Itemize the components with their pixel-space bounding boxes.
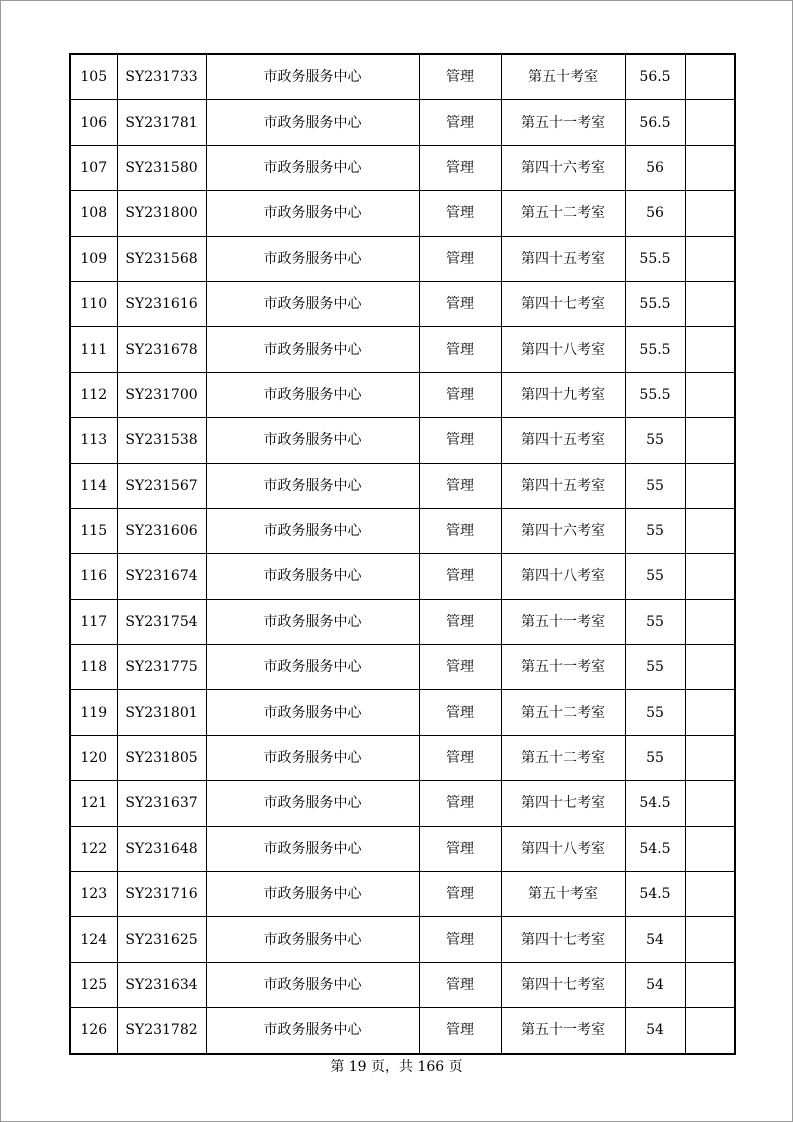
score-cell: 56.5 [625,54,685,100]
position-type-cell: 管理 [419,781,501,826]
results-table [69,53,736,1055]
candidate-id-cell: SY231616 [117,281,206,326]
unit-name-cell: 市政务服务中心 [206,645,419,690]
serial-number-cell: 125 [70,962,117,1007]
unit-name-cell: 市政务服务中心 [206,281,419,326]
remark-cell [685,327,735,372]
table-row [70,463,735,508]
position-type-cell: 管理 [419,281,501,326]
score-cell: 55 [625,599,685,644]
remark-cell [685,236,735,281]
exam-room-cell: 第四十六考室 [501,145,625,190]
score-cell: 54.5 [625,872,685,917]
table-row [70,599,735,644]
remark-cell [685,645,735,690]
score-cell: 56 [625,145,685,190]
serial-number-cell: 126 [70,1008,117,1054]
unit-name-cell: 市政务服务中心 [206,962,419,1007]
exam-room-cell: 第五十二考室 [501,735,625,780]
score-cell: 54.5 [625,826,685,871]
unit-name-cell: 市政务服务中心 [206,145,419,190]
position-type-cell: 管理 [419,145,501,190]
serial-number-cell: 114 [70,463,117,508]
unit-name-cell: 市政务服务中心 [206,191,419,236]
table-row [70,872,735,917]
serial-number-cell: 118 [70,645,117,690]
unit-name-cell: 市政务服务中心 [206,1008,419,1054]
unit-name-cell: 市政务服务中心 [206,100,419,145]
unit-name-cell: 市政务服务中心 [206,463,419,508]
remark-cell [685,690,735,735]
table-row [70,327,735,372]
remark-cell [685,463,735,508]
unit-name-cell: 市政务服务中心 [206,826,419,871]
serial-number-cell: 108 [70,191,117,236]
score-cell: 55.5 [625,327,685,372]
score-cell: 55.5 [625,372,685,417]
position-type-cell: 管理 [419,191,501,236]
exam-room-cell: 第四十六考室 [501,508,625,553]
position-type-cell: 管理 [419,54,501,100]
remark-cell [685,145,735,190]
results-table-body [70,54,735,1054]
unit-name-cell: 市政务服务中心 [206,508,419,553]
serial-number-cell: 121 [70,781,117,826]
unit-name-cell: 市政务服务中心 [206,418,419,463]
exam-room-cell: 第五十一考室 [501,1008,625,1054]
serial-number-cell: 115 [70,508,117,553]
candidate-id-cell: SY231700 [117,372,206,417]
score-cell: 54 [625,1008,685,1054]
page-footer: 第 19 页，共 166 页 [330,1059,463,1075]
position-type-cell: 管理 [419,554,501,599]
exam-room-cell: 第五十考室 [501,54,625,100]
candidate-id-cell: SY231674 [117,554,206,599]
position-type-cell: 管理 [419,508,501,553]
candidate-id-cell: SY231801 [117,690,206,735]
remark-cell [685,54,735,100]
score-cell: 54 [625,962,685,1007]
remark-cell [685,554,735,599]
exam-room-cell: 第四十八考室 [501,826,625,871]
candidate-id-cell: SY231805 [117,735,206,780]
exam-room-cell: 第四十九考室 [501,372,625,417]
unit-name-cell: 市政务服务中心 [206,54,419,100]
remark-cell [685,372,735,417]
score-cell: 54 [625,917,685,962]
candidate-id-cell: SY231648 [117,826,206,871]
serial-number-cell: 109 [70,236,117,281]
exam-room-cell: 第五十一考室 [501,599,625,644]
serial-number-cell: 124 [70,917,117,962]
position-type-cell: 管理 [419,962,501,1007]
score-cell: 55 [625,690,685,735]
table-row [70,917,735,962]
unit-name-cell: 市政务服务中心 [206,735,419,780]
table-row [70,645,735,690]
position-type-cell: 管理 [419,236,501,281]
table-row [70,191,735,236]
position-type-cell: 管理 [419,1008,501,1054]
serial-number-cell: 119 [70,690,117,735]
candidate-id-cell: SY231775 [117,645,206,690]
serial-number-cell: 112 [70,372,117,417]
exam-room-cell: 第四十八考室 [501,554,625,599]
exam-room-cell: 第五十二考室 [501,191,625,236]
unit-name-cell: 市政务服务中心 [206,690,419,735]
unit-name-cell: 市政务服务中心 [206,872,419,917]
remark-cell [685,872,735,917]
table-row [70,735,735,780]
table-row [70,781,735,826]
table-row [70,826,735,871]
score-cell: 54.5 [625,781,685,826]
candidate-id-cell: SY231568 [117,236,206,281]
unit-name-cell: 市政务服务中心 [206,599,419,644]
candidate-id-cell: SY231800 [117,191,206,236]
candidate-id-cell: SY231538 [117,418,206,463]
position-type-cell: 管理 [419,418,501,463]
position-type-cell: 管理 [419,826,501,871]
score-cell: 56.5 [625,100,685,145]
position-type-cell: 管理 [419,463,501,508]
table-row [70,54,735,100]
serial-number-cell: 111 [70,327,117,372]
exam-room-cell: 第五十一考室 [501,100,625,145]
position-type-cell: 管理 [419,735,501,780]
candidate-id-cell: SY231781 [117,100,206,145]
position-type-cell: 管理 [419,690,501,735]
candidate-id-cell: SY231580 [117,145,206,190]
remark-cell [685,191,735,236]
table-row [70,508,735,553]
unit-name-cell: 市政务服务中心 [206,372,419,417]
table-row [70,1008,735,1054]
unit-name-cell: 市政务服务中心 [206,781,419,826]
serial-number-cell: 106 [70,100,117,145]
candidate-id-cell: SY231606 [117,508,206,553]
score-cell: 55 [625,508,685,553]
exam-room-cell: 第四十五考室 [501,418,625,463]
score-cell: 55.5 [625,236,685,281]
serial-number-cell: 123 [70,872,117,917]
serial-number-cell: 110 [70,281,117,326]
table-row [70,418,735,463]
serial-number-cell: 105 [70,54,117,100]
remark-cell [685,917,735,962]
table-row [70,372,735,417]
score-cell: 56 [625,191,685,236]
remark-cell [685,1008,735,1054]
remark-cell [685,735,735,780]
table-row [70,554,735,599]
candidate-id-cell: SY231716 [117,872,206,917]
exam-room-cell: 第四十八考室 [501,327,625,372]
exam-room-cell: 第四十五考室 [501,236,625,281]
score-cell: 55 [625,418,685,463]
table-row [70,145,735,190]
candidate-id-cell: SY231678 [117,327,206,372]
position-type-cell: 管理 [419,327,501,372]
candidate-id-cell: SY231733 [117,54,206,100]
position-type-cell: 管理 [419,645,501,690]
score-cell: 55 [625,554,685,599]
exam-room-cell: 第五十二考室 [501,690,625,735]
unit-name-cell: 市政务服务中心 [206,554,419,599]
serial-number-cell: 113 [70,418,117,463]
serial-number-cell: 122 [70,826,117,871]
exam-room-cell: 第五十一考室 [501,645,625,690]
remark-cell [685,100,735,145]
table-row [70,690,735,735]
remark-cell [685,281,735,326]
serial-number-cell: 116 [70,554,117,599]
remark-cell [685,826,735,871]
serial-number-cell: 117 [70,599,117,644]
exam-room-cell: 第五十考室 [501,872,625,917]
candidate-id-cell: SY231782 [117,1008,206,1054]
remark-cell [685,962,735,1007]
exam-room-cell: 第四十七考室 [501,962,625,1007]
exam-room-cell: 第四十五考室 [501,463,625,508]
position-type-cell: 管理 [419,872,501,917]
score-cell: 55.5 [625,281,685,326]
score-cell: 55 [625,735,685,780]
table-row [70,281,735,326]
exam-room-cell: 第四十七考室 [501,781,625,826]
remark-cell [685,781,735,826]
candidate-id-cell: SY231634 [117,962,206,1007]
candidate-id-cell: SY231754 [117,599,206,644]
unit-name-cell: 市政务服务中心 [206,236,419,281]
candidate-id-cell: SY231625 [117,917,206,962]
table-row [70,236,735,281]
unit-name-cell: 市政务服务中心 [206,917,419,962]
exam-room-cell: 第四十七考室 [501,917,625,962]
remark-cell [685,599,735,644]
serial-number-cell: 120 [70,735,117,780]
position-type-cell: 管理 [419,599,501,644]
position-type-cell: 管理 [419,100,501,145]
candidate-id-cell: SY231567 [117,463,206,508]
unit-name-cell: 市政务服务中心 [206,327,419,372]
serial-number-cell: 107 [70,145,117,190]
remark-cell [685,508,735,553]
table-row [70,100,735,145]
score-cell: 55 [625,645,685,690]
position-type-cell: 管理 [419,372,501,417]
score-cell: 55 [625,463,685,508]
position-type-cell: 管理 [419,917,501,962]
table-row [70,962,735,1007]
candidate-id-cell: SY231637 [117,781,206,826]
remark-cell [685,418,735,463]
exam-room-cell: 第四十七考室 [501,281,625,326]
